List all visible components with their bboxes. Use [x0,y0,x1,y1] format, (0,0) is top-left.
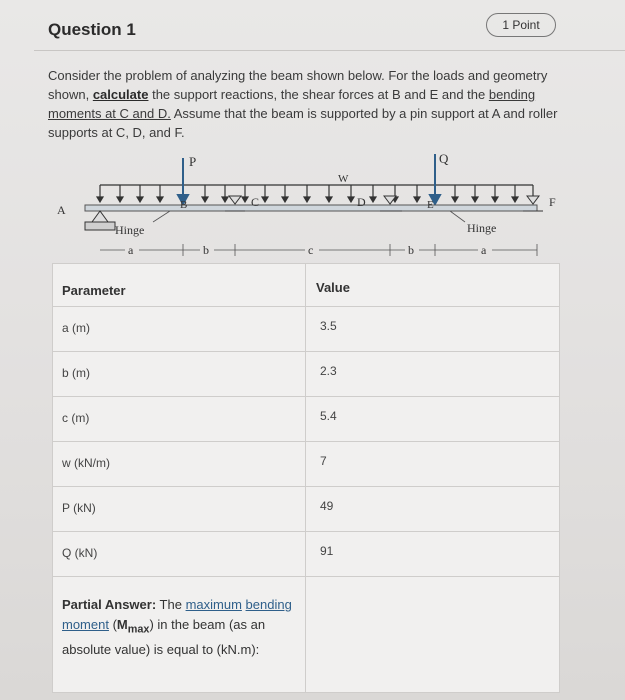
answer-row [53,577,560,693]
table-row [53,487,560,532]
table-row [53,532,560,577]
answer-text-1: The [156,597,186,612]
answer-max-subscript: max [127,623,150,636]
param-cell: c (m) [53,397,306,442]
table-header-row [53,264,560,307]
table-row [53,307,560,352]
hinge-right-label: Hinge [467,221,497,235]
label-f: F [549,195,556,209]
prompt-calculate: calculate [92,87,149,102]
prompt-text-3: Assume that the beam is supported by a pin support at A and roller supports at C, D, and F. [48,106,558,140]
pin-support-a [85,211,115,230]
header-parameter: Parameter [53,264,306,307]
answer-input-cell[interactable] [306,577,560,693]
label-p: P [189,154,197,169]
dim-a-left: a [128,243,134,257]
question-prompt [48,66,568,142]
label-c: C [251,195,260,209]
value-cell: 3.5 [306,307,560,352]
parameter-table [52,263,560,693]
header-divider [34,50,625,51]
answer-text-3: ( [108,617,117,632]
table-row [53,352,560,397]
answer-prompt-cell [53,577,306,693]
point-load-p [178,158,188,204]
label-d: D [357,195,366,209]
value-cell: 5.4 [306,397,560,442]
distributed-load [97,185,536,202]
label-w: W [338,173,349,185]
beam [85,205,537,211]
beam-diagram [45,150,575,270]
label-e: E [427,199,434,211]
param-cell: a (m) [53,307,306,352]
value-cell: 49 [306,487,560,532]
dim-b-left: b [203,243,209,257]
dim-c: c [308,243,314,257]
param-cell: Q (kN) [53,532,306,577]
table-row [53,442,560,487]
table-row [53,397,560,442]
param-cell: w (kN/m) [53,442,306,487]
answer-bending-moment: bending moment [62,597,292,632]
dim-a-right: a [481,243,487,257]
answer-text-4: ) in the beam (as an absolute value) is equal to (kN.m): [62,617,266,657]
prompt-text-2: the support reactions, the shear forces at B and E and the [148,87,489,102]
question-title: Question 1 [48,20,136,39]
value-cell: 2.3 [306,352,560,397]
header-value: Value [306,264,560,307]
answer-m: M [116,617,128,632]
label-b: B [180,199,188,211]
hinge-left-label: Hinge [115,223,145,237]
partial-answer-label: Partial Answer: [62,597,157,612]
value-cell: 91 [306,532,560,577]
prompt-text-1: Consider the problem of analyzing the beam shown below. For the loads and geometry shown, [48,68,548,102]
param-cell: b (m) [53,352,306,397]
param-cell: P (kN) [53,487,306,532]
label-q: Q [439,151,449,166]
prompt-bending-moments: bending moments at C and D. [48,87,536,121]
points-badge: 1 Point [486,13,556,37]
dim-b-right: b [408,243,414,257]
value-cell: 7 [306,442,560,487]
answer-maximum: maximum [185,597,242,612]
label-a: A [57,203,66,217]
